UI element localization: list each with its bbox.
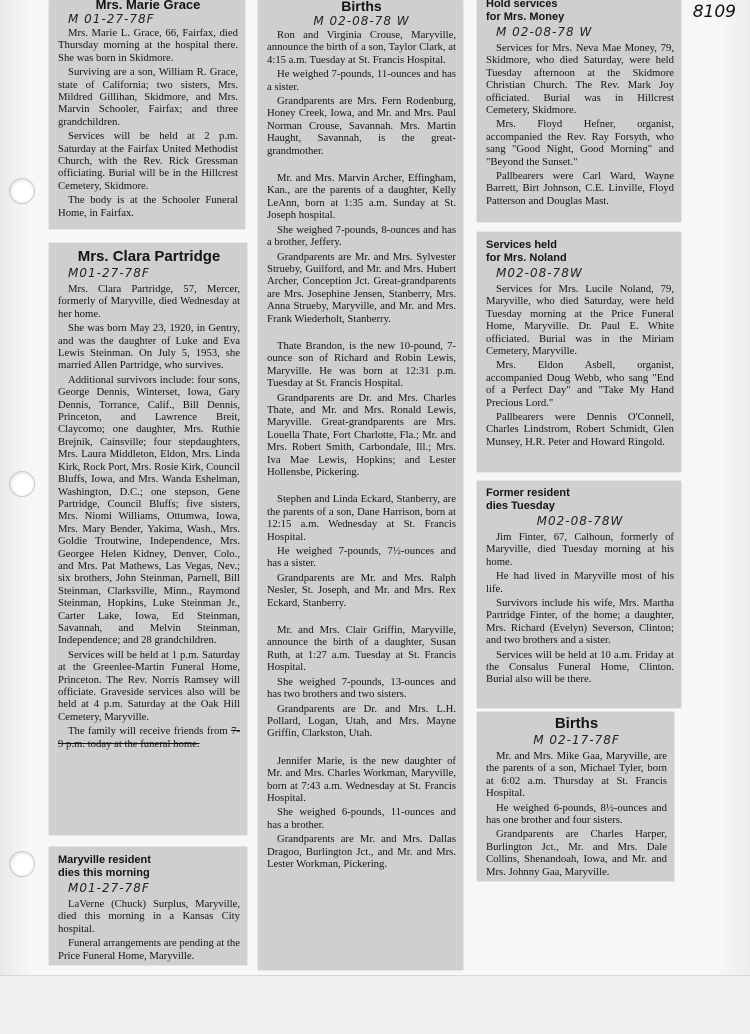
birth-paragraph: She weighed 6-pounds, 11-ounces and has a brother.	[267, 806, 456, 831]
money-paragraph: Services for Mrs. Neva Mae Money, 79, Skidmore, who died Saturday, were held Tuesday afternoon at the Skidmore Christian Church. The Rev. Mark Joy officiated. Burial was in Hillcrest Cemetery, Skidmore.	[486, 42, 674, 117]
money-paragraph: Pallbearers were Carl Ward, Wayne Barrett, Birt Johnson, C.E. Linville, Floyd Patterson and Douglas Mast.	[486, 170, 674, 207]
birth-paragraph: Grandparents are Mr. and Mrs. Ralph Nesler, St. Joseph, and Mr. and Mrs. Rex Eckard, Stanberry.	[267, 571, 456, 609]
noland-paragraph: Mrs. Eldon Asbell, organist, accompanied Doug Webb, who sang "End of a Perfect Day" and "Take My Hand Precious Lord."	[486, 359, 674, 409]
birth-paragraph: Stephen and Linda Eckard, Stanberry, are the parents of a son, Dane Harrison, born at 12:15 a.m. Wednesday at St. Francis Hospital.	[267, 493, 456, 543]
birth-paragraph: Jennifer Marie, is the new daughter of Mr. and Mrs. Charles Workman, Maryville, born at 7:43 a.m. Wednesday at St. Francis Hospital.	[267, 754, 456, 804]
finter-paragraph: Jim Finter, 67, Calhoun, formerly of Maryville, died Tuesday morning at his home.	[486, 531, 674, 568]
binder-hole-middle	[9, 471, 35, 497]
births-right-headline: Births	[554, 715, 599, 732]
birth-paragraph: She weighed 7-pounds, 8-ounces and has a brother, Jeffery.	[267, 223, 456, 249]
surplus-date-note: M01-27-78F	[68, 881, 150, 895]
partridge-paragraph: The family will receive friends from 7-9 p.m. today at the funeral home.	[58, 725, 240, 750]
grace-paragraph: Services will be held at 2 p.m. Saturday at the Fairfax United Methodist Church, with the Rev. Rick Gressman officiating. Burial will be in the Hillcrest Cemetery, Skidmore.	[58, 130, 238, 192]
noland-paragraph: Services for Mrs. Lucile Noland, 79, Maryville, who died Saturday, were held Tuesday morning at the Price Funeral Home, Maryville. Dr. Paul E. White officiated. Burial was in the Miriam Cemetery, Maryville.	[486, 283, 674, 358]
birth-separator	[267, 159, 456, 172]
finter-date-note: M02-08-78W	[536, 514, 624, 528]
money-date-note: M 02-08-78 W	[496, 25, 593, 39]
finter-paragraph: Services will be held at 10 a.m. Friday at the Consalus Funeral Home, Clinton. Burial also will be there.	[486, 648, 674, 686]
birth-separator	[267, 742, 456, 755]
births-middle-headline: Births	[341, 0, 382, 14]
clipping-grace-obituary	[49, 0, 245, 229]
grace-paragraph: Surviving are a son, William R. Grace, state of California; two sisters, Mrs. Mildred Gillihan, Skidmore, and Mrs. Marvin Schooler, Fairfax; and three grandchildren.	[58, 66, 238, 128]
partridge-paragraph: Additional survivors include: four sons, George Dennis, Winterset, Iowa, Gary Dennis, Torrance, Calif., Bill Dennis, Princeton, and Lawrence Breit, Claycomo; one daughter, Mrs. Ruthie Brejnik, Cainsville; four stepdaughters, Mrs. Laura Middleton, Eldon, Mrs. Linda Kirk, Rock Port, Mrs. Rosie Kirk, Council Bluffs, Iowa, and Mrs. Wanda Eshelman, Washington, D.C.; one stepson, Gene Partridge, Council Bluffs; five sisters, Mrs. Niomi Williams, Ottumwa, Iowa, Mrs. Mary Bender, Yakima, Wash., Mrs. Goldie Troutwine, Independence, Mrs. Georgee Helen Kidney, Denver, Colo., and Mrs. Pat Mathews, Las Vegas, Nev.; six brothers, John Steinman, Parnell, Bill Steinman, Clarksville, Minn., Raymond Steinman, Hopkins, Luke Steinman Jr., Carter Lake, Iowa, Ed Steinman, Savannah, and Melvin Steinman, Independence; and 28 grandchildren.	[58, 373, 240, 647]
money-headline-line2: for Mrs. Money	[486, 11, 565, 23]
birth-paragraph: Grandparents are Mr. and Mrs. Dallas Dragoo, Burlington Jct., and Mr. and Mrs. Lester Workman, Pickering.	[267, 833, 456, 870]
finter-headline-line2: dies Tuesday	[486, 500, 555, 512]
birth-paragraph: She weighed 7-pounds, 13-ounces and has two brothers and two sisters.	[267, 675, 456, 701]
grace-paragraph: The body is at the Schooler Funeral Home, in Fairfax.	[58, 194, 238, 219]
birth-paragraph: Mr. and Mrs. Marvin Archer, Effingham, Kan., are the parents of a daughter, Kelly LeAnn, born at 1:35 a.m. Sunday at St. Joseph hospital.	[267, 172, 456, 222]
partridge-paragraph: She was born May 23, 1920, in Gentry, and was the daughter of Luke and Eva Lewis Steinman. On July 5, 1953, she married Allen Partridge, who survives.	[58, 322, 240, 372]
noland-headline-line1: Services held	[486, 239, 557, 251]
birth-paragraph: He weighed 7-pounds, 11-ounces and has a sister.	[267, 68, 456, 93]
births-right-date-note: M 02-17-78F	[533, 733, 620, 747]
grace-date-note: M 01-27-78F	[68, 12, 155, 26]
birth-paragraph: Grandparents are Dr. and Mrs. L.H. Pollard, Logan, Utah, and Mrs. Mayne Griffin, Clarkston, Utah.	[267, 702, 456, 740]
surplus-headline-line2: dies this morning	[58, 867, 150, 879]
births-right-paragraph: He weighed 6-pounds, 8½-ounces and has one brother and four sisters.	[486, 801, 667, 827]
births-middle-date-note: M 02-08-78 W	[313, 14, 410, 28]
money-paragraph: Mrs. Floyd Hefner, organist, accompanied the Rev. Ray Forsyth, who sang "Good Night, Good Morning" and "Beyond the Sunset."	[486, 118, 674, 168]
clipping-partridge-obituary	[49, 243, 247, 835]
finter-paragraph: Survivors include his wife, Mrs. Martha Partridge Finter, of the home; a daughter, Mrs. Richard (Evelyn) Severson, Clinton; and two brothers and a sister.	[486, 597, 674, 647]
binder-hole-top	[9, 178, 35, 204]
partridge-paragraph: Mrs. Clara Partridge, 57, Mercer, formerly of Maryville, died Wednesday at her home.	[58, 283, 240, 320]
birth-separator	[267, 480, 456, 493]
surplus-paragraph: Funeral arrangements are pending at the Price Funeral Home, Maryville.	[58, 937, 240, 962]
noland-headline-line2: for Mrs. Noland	[486, 252, 567, 264]
clipping-noland-services	[477, 232, 681, 472]
money-headline-line1: Hold services	[486, 0, 558, 10]
birth-paragraph: Grandparents are Mr. and Mrs. Sylvester Strueby, Guilford, and Mr. and Mrs. Hubert Archer, Conception Jct. Great-grandparents are Mrs. Josephine Jensen, Stanberry, Mrs. Anna Strueby, Maryville, and Mr. and Mrs. Frank Wiederholt, Stanberry.	[267, 250, 456, 325]
partridge-headline: Mrs. Clara Partridge	[77, 248, 221, 265]
birth-paragraph: Grandparents are Dr. and Mrs. Charles Thate, and Mr. and Mrs. Ronald Lewis, Maryville. Great-grandparents are Mrs. Louella Thate, Fort Charlotte, Fla.; Mr. and Mrs. Robert Smith, Carbondale, Ill.; Mrs. Iva Mae Lewis, Hopkins; and Lester Hollensbe, Pickering.	[267, 391, 456, 478]
clipping-births-middle	[258, 0, 463, 970]
births-right-paragraph: Mr. and Mrs. Mike Gaa, Maryville, are the parents of a son, Michael Tyler, born at 6:02 a.m. Thursday at St. Francis Hospital.	[486, 750, 667, 800]
finter-headline-line1: Former resident	[486, 487, 570, 499]
surplus-paragraph: LaVerne (Chuck) Surplus, Maryville, died this morning in a Kansas City hospital.	[58, 898, 240, 935]
page-bottom-margin	[0, 975, 750, 1034]
partridge-date-note: M01-27-78F	[68, 266, 150, 280]
binder-hole-bottom	[9, 851, 35, 877]
clipping-births-right	[477, 712, 674, 881]
birth-separator	[267, 611, 456, 624]
surplus-headline-line1: Maryville resident	[58, 854, 151, 866]
grace-headline: Mrs. Marie Grace	[95, 0, 201, 12]
noland-paragraph: Pallbearers were Dennis O'Connell, Charles Lindstrom, Robert Schmidt, Glen Munsey, H.R. Peter and Howard Ringold.	[486, 411, 674, 448]
clipping-surplus-obituary	[49, 847, 247, 965]
grace-paragraph: Mrs. Marie L. Grace, 66, Fairfax, died Thursday morning at the hospital there. She was born in Skidmore.	[58, 27, 238, 64]
partridge-paragraph: Services will be held at 1 p.m. Saturday at the Greenlee-Martin Funeral Home, Princeton. The Rev. Norris Ramsey will officiate. Graveside services also will be held at 4 p.m. Saturday at the Oak Hill Cemetery, Maryville.	[58, 648, 240, 723]
birth-paragraph: Grandparents are Mrs. Fern Rodenburg, Honey Creek, Iowa, and Mr. and Mrs. Paul Norman Crouse, Savannah. Mrs. Martin Haught, Savannah, is the great-grandmother.	[267, 95, 456, 157]
finter-paragraph: He had lived in Maryville most of his life.	[486, 570, 674, 595]
birth-separator	[267, 327, 456, 340]
birth-paragraph: He weighed 7-pounds, 7½-ounces and has a sister.	[267, 545, 456, 570]
birth-paragraph: Ron and Virginia Crouse, Maryville, announce the birth of a son, Taylor Clark, at 4:15 a.m. Tuesday at St. Francis Hospital.	[267, 29, 456, 66]
clipping-money-services	[477, 0, 681, 222]
noland-date-note: M02-08-78W	[496, 266, 583, 280]
page-number: 8109	[692, 2, 736, 22]
births-right-paragraph: Grandparents are Charles Harper, Burlington Jct., Mr. and Mrs. Dale Collins, Shenandoah, Iowa, and Mr. and Mrs. Johnny Gaa, Maryville.	[486, 828, 667, 878]
birth-paragraph: Thate Brandon, is the new 10-pound, 7-ounce son of Richard and Robin Lewis, Maryville. He was born at 12:31 p.m. Tuesday at St. Francis Hospital.	[267, 339, 456, 390]
clipping-finter-obituary	[477, 481, 681, 708]
birth-paragraph: Mr. and Mrs. Clair Griffin, Maryville, announce the birth of a daughter, Susan Ruth, at 1:27 a.m. Tuesday at St. Francis Hospital.	[267, 624, 456, 674]
